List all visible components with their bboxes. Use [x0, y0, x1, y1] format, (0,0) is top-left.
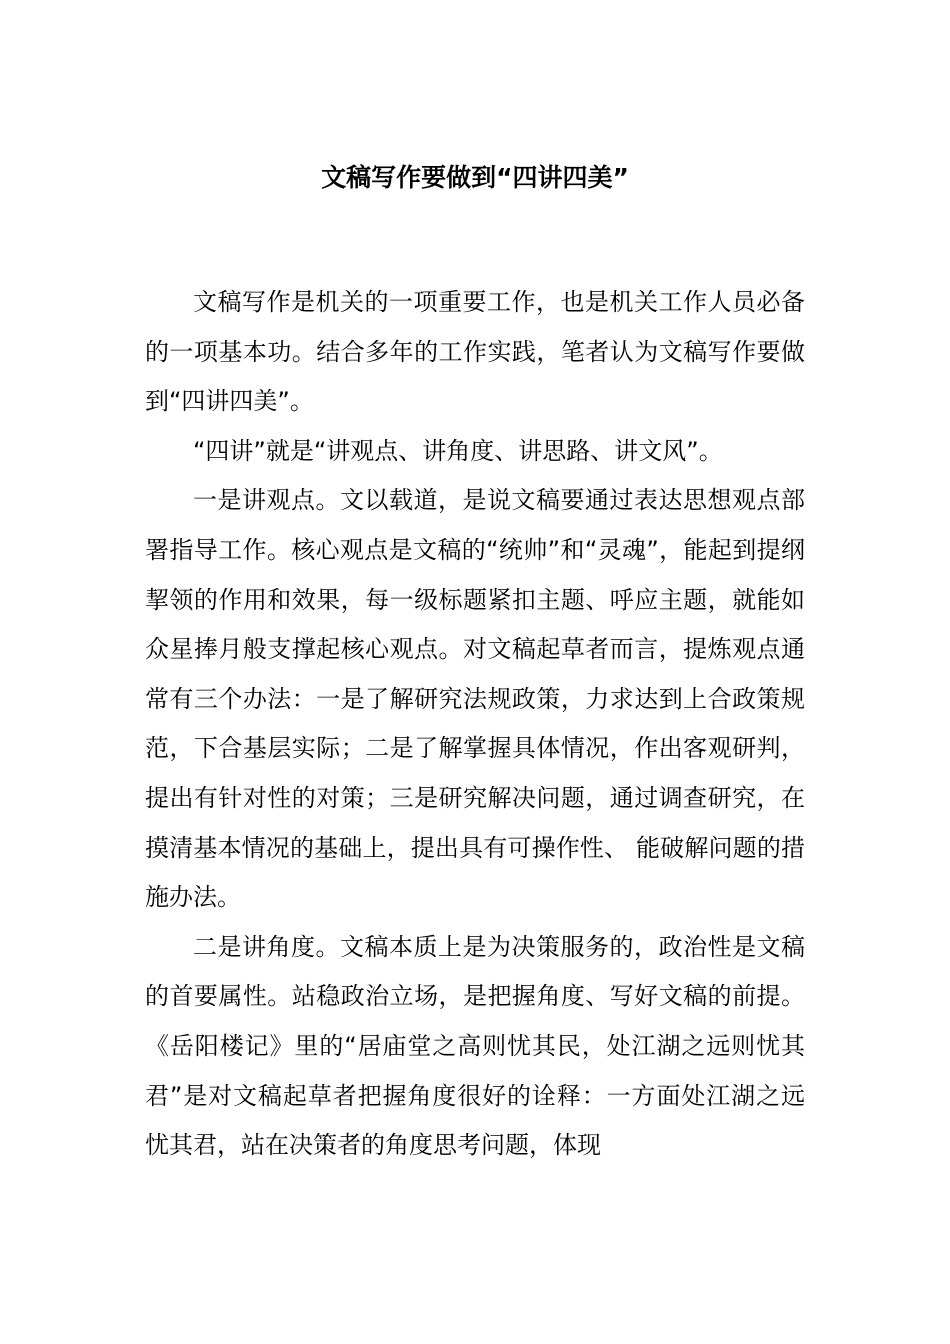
paragraph-four-points: “四讲”就是“讲观点、讲角度、讲思路、讲文风”。	[193, 436, 723, 465]
document-body	[145, 278, 805, 1171]
document-title: 文稿写作要做到“四讲四美”	[321, 163, 629, 192]
paragraph-angle: 二是讲角度。文稿本质上是为决策服务的，政治性是文稿的首要属性。站稳政治立场，是把握角度、写好文稿的前提。《岳阳楼记》里的“居庙堂之高则忧其民，处江湖之远则忧其君”是对文稿起草者把握角度很好的诠释：一方面处江湖之远忧其君，站在决策者的角度思考问题，体现	[145, 932, 805, 1160]
paragraph-viewpoint: 一是讲观点。文以载道，是说文稿要通过表达思想观点部署指导工作。核心观点是文稿的“统帅”和“灵魂”，能起到提纲挈领的作用和效果，每一级标题紧扣主题、呼应主题，就能如众星捧月般支撑起核心观点。对文稿起草者而言，提炼观点通常有三个办法：一是了解研究法规政策，力求达到上合政策规范，下合基层实际；二是了解掌握具体情况，作出客观研判，提出有针对性的对策；三是研究解决问题，通过调查研究，在摸清基本情况的基础上，提出具有可操作性、 能破解问题的措施办法。	[145, 486, 805, 912]
paragraph-intro: 文稿写作是机关的一项重要工作，也是机关工作人员必备的一项基本功。结合多年的工作实践，笔者认为文稿写作要做到“四讲四美”。	[145, 288, 805, 416]
